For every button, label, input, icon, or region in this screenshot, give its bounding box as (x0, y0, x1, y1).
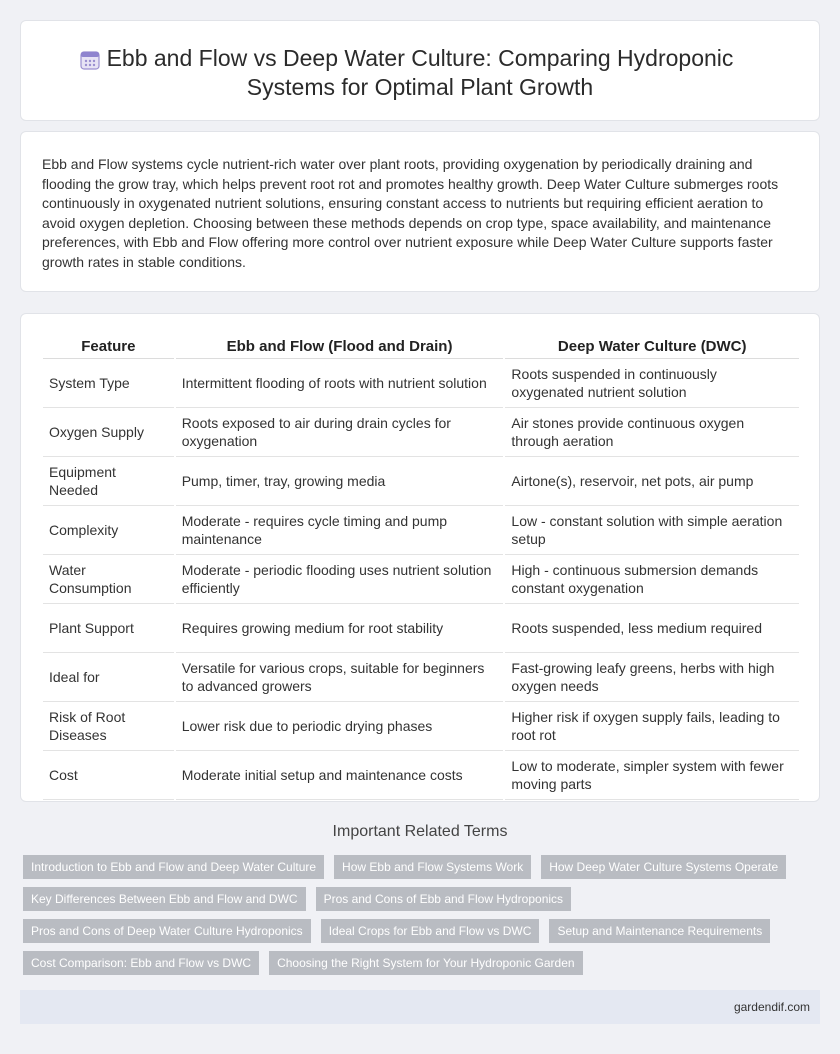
table-row (43, 408, 799, 457)
feature-cell: Equipment Needed (43, 457, 174, 506)
related-term-tag[interactable]: How Ebb and Flow Systems Work (334, 855, 531, 879)
feature-cell: Ideal for (43, 653, 174, 702)
related-term-tag[interactable]: Key Differences Between Ebb and Flow and DWC (23, 887, 306, 911)
dwc-cell: Fast-growing leafy greens, herbs with high oxygen needs (505, 653, 799, 702)
related-terms-title: Important Related Terms (332, 823, 508, 840)
column-header: Feature (43, 334, 174, 359)
related-terms-list (23, 855, 803, 983)
ebb-flow-cell: Roots exposed to air during drain cycles for oxygenation (176, 408, 504, 457)
related-term-tag[interactable]: Setup and Maintenance Requirements (549, 919, 770, 943)
comparison-table (41, 334, 801, 800)
dwc-cell: High - continuous submersion demands constant oxygenation (505, 555, 799, 604)
related-term-tag[interactable]: Ideal Crops for Ebb and Flow vs DWC (321, 919, 540, 943)
related-term-tag[interactable]: How Deep Water Culture Systems Operate (541, 855, 786, 879)
feature-cell: Risk of Root Diseases (43, 702, 174, 751)
table-row (43, 702, 799, 751)
related-term-tag[interactable]: Introduction to Ebb and Flow and Deep Water Culture (23, 855, 324, 879)
ebb-flow-cell: Pump, timer, tray, growing media (176, 457, 504, 506)
ebb-flow-cell: Moderate initial setup and maintenance costs (176, 751, 504, 800)
feature-cell: Cost (43, 751, 174, 800)
feature-cell: Complexity (43, 506, 174, 555)
column-header: Deep Water Culture (DWC) (505, 334, 799, 359)
intro-paragraph: Ebb and Flow systems cycle nutrient-rich water over plant roots, providing oxygenation by periodically draining and flooding the grow tray, which helps prevent root rot and promotes healthy growth. Deep Water Culture submerges roots continuously in oxygenated nutrient solutions, ensuring constant access to nutrients but requiring efficient aeration to avoid oxygen depletion. Choosing between these methods depends on crop type, space availability, and maintenance preferences, with Ebb and Flow offering more control over nutrient exposure while Deep Water Culture supports faster growth rates in stable conditions. (42, 156, 779, 270)
dwc-cell: Roots suspended, less medium required (505, 604, 799, 653)
related-term-tag[interactable]: Cost Comparison: Ebb and Flow vs DWC (23, 951, 259, 975)
tag-row (23, 919, 803, 943)
title-line-2: Systems for Optimal Plant Growth (246, 74, 594, 100)
related-term-tag[interactable]: Pros and Cons of Ebb and Flow Hydroponics (316, 887, 571, 911)
dwc-cell: Roots suspended in continuously oxygenated nutrient solution (505, 359, 799, 408)
ebb-flow-cell: Requires growing medium for root stability (176, 604, 504, 653)
tag-row (23, 951, 803, 975)
footer (20, 990, 820, 1024)
ebb-flow-cell: Versatile for various crops, suitable for beginners to advanced growers (176, 653, 504, 702)
table-row (43, 457, 799, 506)
intro-card (20, 131, 820, 292)
ebb-flow-cell: Intermittent flooding of roots with nutrient solution (176, 359, 504, 408)
ebb-flow-cell: Lower risk due to periodic drying phases (176, 702, 504, 751)
tag-row (23, 855, 803, 879)
table-row (43, 359, 799, 408)
ebb-flow-cell: Moderate - periodic flooding uses nutrient solution efficiently (176, 555, 504, 604)
footer-site[interactable]: gardendif.com (733, 1000, 810, 1014)
table-row (43, 653, 799, 702)
dwc-cell: Airtone(s), reservoir, net pots, air pump (505, 457, 799, 506)
feature-cell: System Type (43, 359, 174, 408)
feature-cell: Plant Support (43, 604, 174, 653)
table-row (43, 506, 799, 555)
ebb-flow-cell: Moderate - requires cycle timing and pump maintenance (176, 506, 504, 555)
related-term-tag[interactable]: Choosing the Right System for Your Hydroponic Garden (269, 951, 583, 975)
table-row (43, 555, 799, 604)
table-row (43, 604, 799, 653)
feature-cell: Water Consumption (43, 555, 174, 604)
feature-cell: Oxygen Supply (43, 408, 174, 457)
calendar-icon (79, 49, 101, 71)
table-row (43, 751, 799, 800)
column-header: Ebb and Flow (Flood and Drain) (176, 334, 504, 359)
dwc-cell: Low to moderate, simpler system with fewer moving parts (505, 751, 799, 800)
page-title (21, 44, 819, 102)
dwc-cell: Low - constant solution with simple aeration setup (505, 506, 799, 555)
dwc-cell: Higher risk if oxygen supply fails, leading to root rot (505, 702, 799, 751)
related-term-tag[interactable]: Pros and Cons of Deep Water Culture Hydroponics (23, 919, 311, 943)
table-header-row (43, 334, 799, 359)
tag-row (23, 887, 803, 911)
header-card (20, 20, 820, 121)
title-line-1: Ebb and Flow vs Deep Water Culture: Comparing Hydroponic (106, 45, 734, 71)
dwc-cell: Air stones provide continuous oxygen through aeration (505, 408, 799, 457)
comparison-table-card (20, 313, 820, 802)
